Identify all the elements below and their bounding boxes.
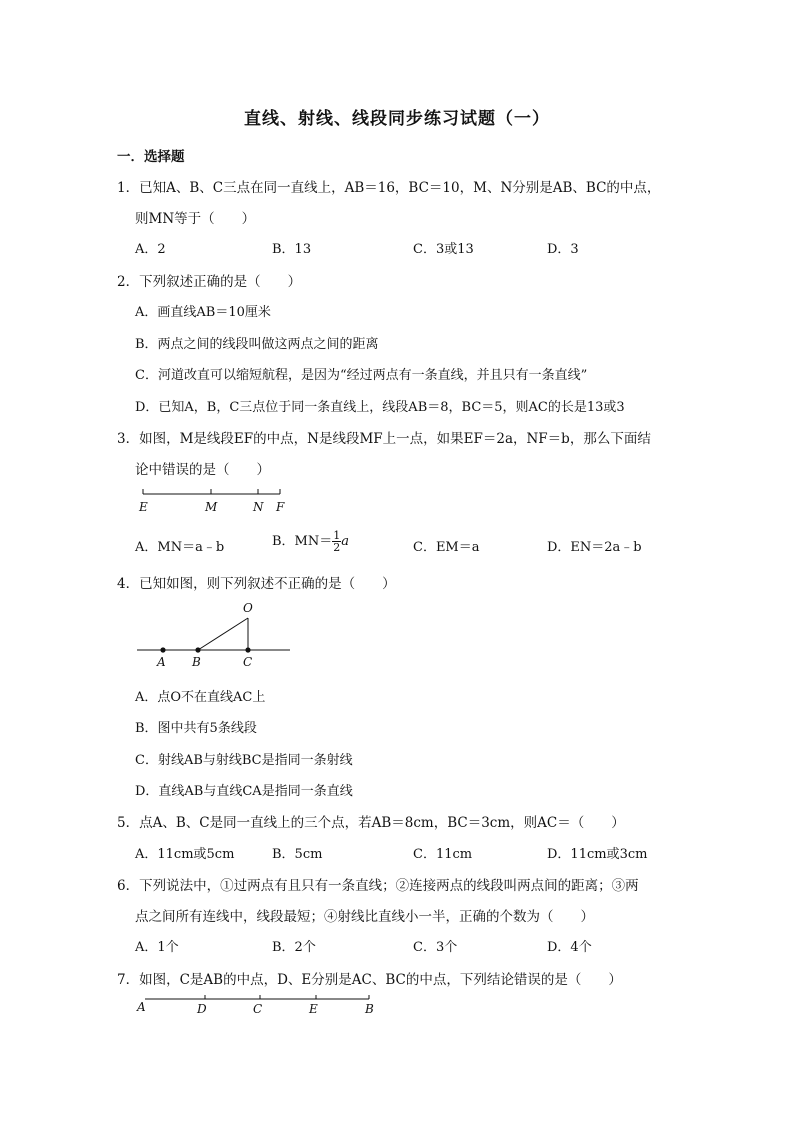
q4-option-d: D．直线AB与直线CA是指同一条直线 (135, 784, 353, 799)
q5-option-b: B．5cm (272, 847, 323, 862)
q3-option-b (272, 530, 349, 553)
q5-option-a: A．11cm或5cm (135, 847, 235, 862)
q7-segment-figure (135, 993, 385, 1021)
point-a (160, 647, 165, 652)
segment-bo (198, 618, 248, 650)
section-heading: 一．选择题 (117, 149, 185, 165)
label-f: F (276, 500, 285, 514)
label-b: B (365, 1002, 374, 1016)
label-o: O (243, 601, 253, 615)
q5-option-d: D．11cm或3cm (547, 847, 648, 862)
q2-option-a: A．画直线AB＝10厘米 (135, 305, 271, 320)
q3-stem-line2: 论中错误的是（ ） (135, 462, 270, 478)
point-b (195, 647, 200, 652)
label-e: E (309, 1002, 318, 1016)
q7-stem: 7．如图，C是AB的中点，D、E分别是AC、BC的中点，下列结论错误的是（ ） (117, 972, 622, 988)
q6-stem-line2: 点之间所有连线中，线段最短；④射线比直线小一半，正确的个数为（ ） (135, 909, 594, 925)
page-title: 直线、射线、线段同步练习试题（一） (244, 109, 550, 129)
label-a: A (157, 655, 166, 669)
q3-segment-figure (135, 485, 295, 515)
label-d: D (197, 1002, 207, 1016)
q4-figure (135, 600, 295, 670)
label-c: C (253, 1002, 263, 1016)
q5-stem: 5．点A、B、C是同一直线上的三个点，若AB＝8cm，BC＝3cm，则AC＝（ ） (117, 815, 625, 831)
q6-stem-line1: 6．下列说法中，①过两点有且只有一条直线；②连接两点的线段叫两点间的距离；③两 (117, 878, 639, 894)
label-e: E (139, 500, 148, 514)
q6-option-a: A．1个 (135, 940, 179, 955)
label-c: C (243, 655, 253, 669)
q6-option-d: D．4个 (547, 940, 592, 955)
label-n: N (253, 500, 264, 514)
fraction-denominator: 2 (333, 541, 341, 554)
q1-option-a: A．2 (135, 242, 166, 257)
q1-option-b: B．13 (272, 242, 312, 257)
q5-option-c: C．11cm (413, 847, 473, 862)
fraction (332, 530, 341, 553)
q1-option-d: D．3 (547, 242, 579, 257)
q2-stem: 2．下列叙述正确的是（ ） (117, 274, 302, 290)
label-m: M (205, 500, 218, 514)
q3-stem-line1: 3．如图，M是线段EF的中点，N是线段MF上一点，如果EF＝2a，NF＝b，那么下面结 (117, 431, 651, 447)
q4-option-a: A．点O不在直线AC上 (135, 690, 266, 705)
q6-option-b: B．2个 (272, 940, 316, 955)
q1-stem-line1: 1．已知A、B、C三点在同一直线上，AB＝16，BC＝10，M、N分别是AB、BC的中点， (117, 180, 661, 196)
label-b: B (192, 655, 201, 669)
label-a: A (137, 1000, 146, 1014)
q2-option-c: C．河道改直可以缩短航程，是因为“经过两点有一条直线，并且只有一条直线” (135, 368, 588, 383)
point-c (245, 647, 250, 652)
q4-stem: 4．已知如图，则下列叙述不正确的是（ ） (117, 576, 396, 592)
q3-option-c: C．EM＝a (413, 540, 480, 555)
q1-option-c: C．3或13 (413, 242, 474, 257)
q4-option-b: B．图中共有5条线段 (135, 721, 257, 736)
q1-stem-line2: 则MN等于（ ） (135, 211, 256, 227)
q6-option-c: C．3个 (413, 940, 458, 955)
q4-option-c: C．射线AB与射线BC是指同一条射线 (135, 753, 353, 768)
q3-option-b-prefix: B．MN＝ (272, 534, 333, 549)
q3-option-d: D．EN＝2a﹣b (547, 540, 642, 555)
q3-option-a: A．MN＝a﹣b (135, 540, 225, 555)
q2-option-b: B．两点之间的线段叫做这两点之间的距离 (135, 337, 379, 352)
q3-option-b-suffix: a (341, 534, 350, 549)
fraction-numerator: 1 (333, 529, 341, 542)
q2-option-d: D．已知A，B，C三点位于同一条直线上，线段AB＝8，BC＝5，则AC的长是13或3 (135, 400, 625, 415)
